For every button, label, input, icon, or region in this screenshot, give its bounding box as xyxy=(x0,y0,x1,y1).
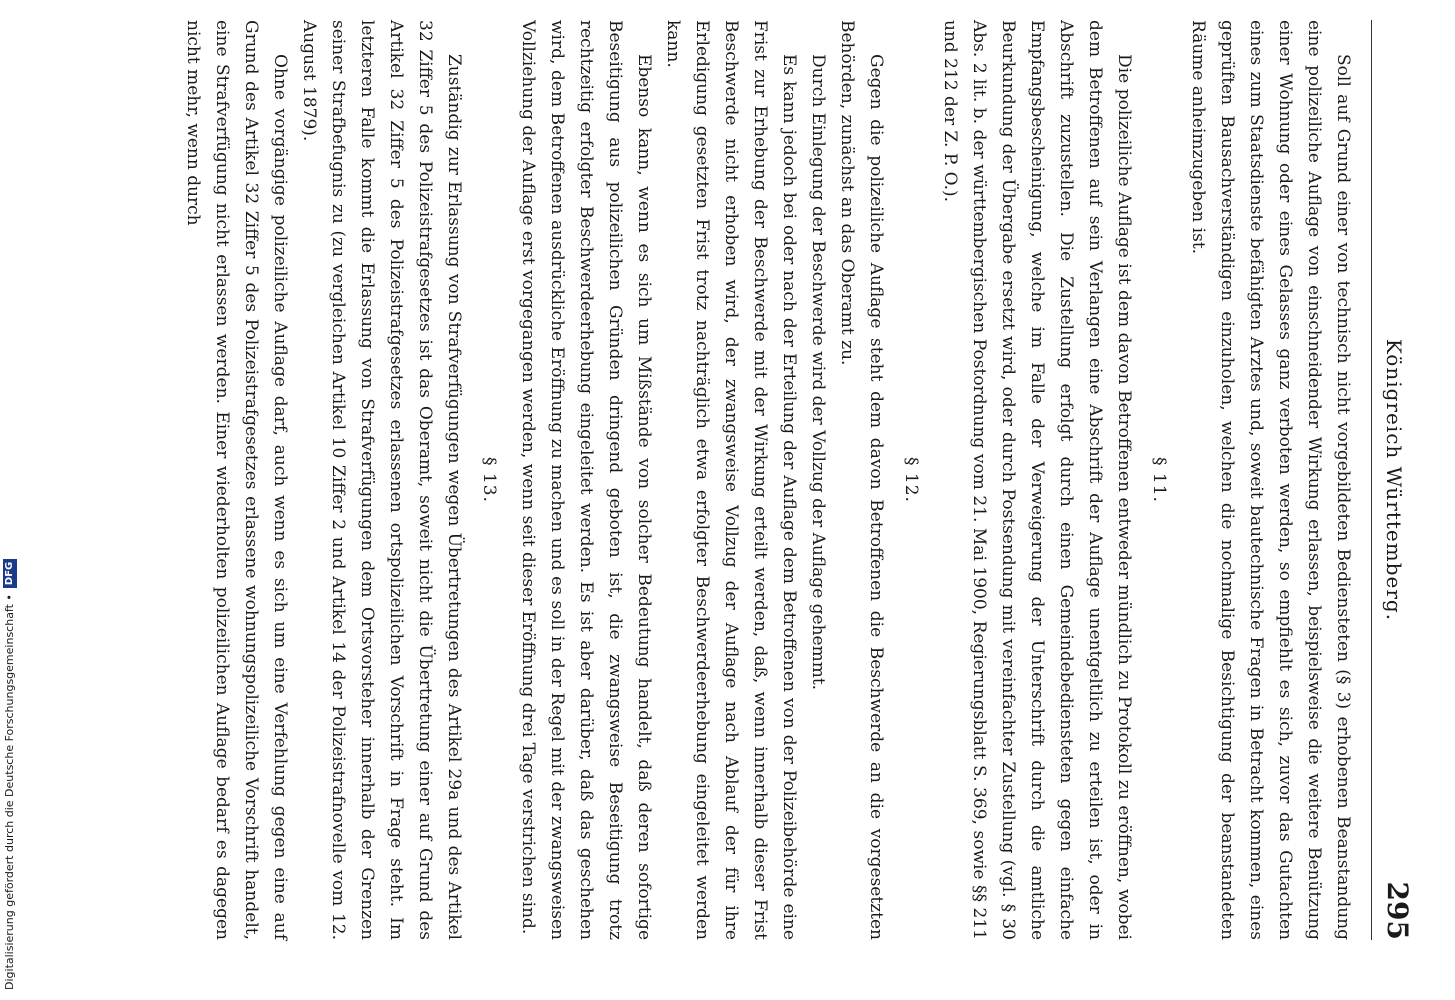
digitization-credit-text xyxy=(2,0,18,990)
digitization-credit xyxy=(2,0,18,1000)
paragraph: Gegen die polizeiliche Auflage steht dem davon Betroffenen die Beschwerde an die vorgesetzten Behörden, zunächst an das Oberamt zu. xyxy=(837,20,886,940)
section-heading: § 11. xyxy=(1149,457,1169,503)
page-number: 295 xyxy=(1381,881,1414,940)
running-title: Königreich Württemberg. xyxy=(1382,338,1406,622)
paragraph: Soll auf Grund einer von technisch nicht vorgebildeten Bediensteten (§ 3) erhobenen Beanstandung eine polizeiliche Auflage von einschneidender Wirkung erlassen, beispielsweise die weitere Benützung einer Wohnung oder eines Gelasses ganz verboten werden, so empfiehlt es sich, zuvor das Gutachten eines zum Staatsdienste befähigten Arztes und, soweit bautechnische Fragen in Betracht kommen, eines geprüften Bausachverständigen einzuholen, welchen die nochmalige Besichtigung der beanstandeten Räume anheimzugeben ist. xyxy=(1188,20,1353,940)
credit-text: Digitalisierung gefördert durch die Deutsche Forschungsgemeinschaft • xyxy=(3,594,16,990)
paragraph: Zuständig zur Erlassung von Strafverfügungen wegen Übertretungen des Artikel 29a und des Artikel 32 Ziffer 5 des Polizeistrafgesetzes ist das Oberamt, soweit nicht die Übertretung einer auf Grund des Artikel 32 Ziffer 5 des Polizeistrafgesetzes erlassenen ortspolizeilichen Vorschrift in Frage steht. Im letzteren Falle kommt die Erlassung von Strafverfügungen dem Ortsvorsteher innerhalb der Grenzen seiner Strafbefugnis zu (zu vergleichen Artikel 10 Ziffer 2 und Artikel 14 der Polizeistrafnovelle vom 12. August 1879). xyxy=(299,20,464,940)
paragraph: Ebenso kann, wenn es sich um Mißstände von solcher Bedeutung handelt, daß deren sofortige Beseitigung aus polizeilichen Gründen dringend geboten ist, die zwangsweise Beseitigung trotz rechtzeitig erfolgter Beschwerdeerhebung eingeleitet werden. Es ist aber darüber, daß das geschehen wird, dem Betroffenen ausdrückliche Eröffnung zu machen und es soll in der Regel mit der zwangsweisen Vollziehung der Auflage erst vorgegangen werden, wenn seit dieser Eröffnung drei Tage verstrichen sind. xyxy=(518,20,654,940)
dfg-logo: DFG xyxy=(3,559,17,588)
paragraph: Durch Einlegung der Beschwerde wird der Vollzug der Auflage gehemmt. xyxy=(808,54,828,691)
scanned-page xyxy=(82,20,1412,980)
paragraph: Ohne vorgängige polizeiliche Auflage darf, auch wenn es sich um eine Verfehlung gegen eine auf Grund des Artikel 32 Ziffer 5 des Polizeistrafgesetzes erlassene wohnungspolizeiliche Vorschrift handelt, eine Strafverfügung nicht erlassen werden. Einer wiederholten polizeilichen Auflage bedarf es dagegen nicht mehr, wenn durch xyxy=(183,20,290,940)
section-heading: § 12. xyxy=(901,457,921,503)
paragraph: Es kann jedoch bei oder nach der Erteilung der Auflage dem Betroffenen von der Polizeibehörde eine Frist zur Erhebung der Beschwerde mit der Wirkung erteilt werden, daß, wenn innerhalb dieser Frist Beschwerde nicht erhoben wird, der zwangsweise Vollzug der Auflage nach Ablauf der für ihre Erledigung gesetzten Frist trotz nachträglich etwa erfolgter Beschwerdeerhebung eingeleitet werden kann. xyxy=(663,20,799,940)
page-body xyxy=(178,20,1357,940)
page-content xyxy=(82,20,1412,980)
section-heading: § 13. xyxy=(479,457,499,503)
page-header xyxy=(1371,20,1412,940)
paragraph: Die polizeiliche Auflage ist dem davon Betroffenen entweder mündlich zu Protokoll zu eröffnen, wobei dem Betroffenen auf sein Verlangen eine Abschrift der Auflage unentgeltlich zu erteilen ist, oder in Abschrift zuzustellen. Die Zustellung erfolgt durch einen Gemeindebediensteten gegen einfache Empfangsbescheinigung, welche im Falle der Verweigerung der Unterschrift durch die amtliche Beurkundung der Übergabe ersetzt wird, oder durch Postsendung mit vereinfachter Zustellung (vgl. § 30 Abs. 2 lit. b. der württembergischen Postordnung vom 21. Mai 1900, Regierungsblatt S. 369, sowie §§ 211 und 212 der Z. P. O.). xyxy=(940,20,1134,940)
